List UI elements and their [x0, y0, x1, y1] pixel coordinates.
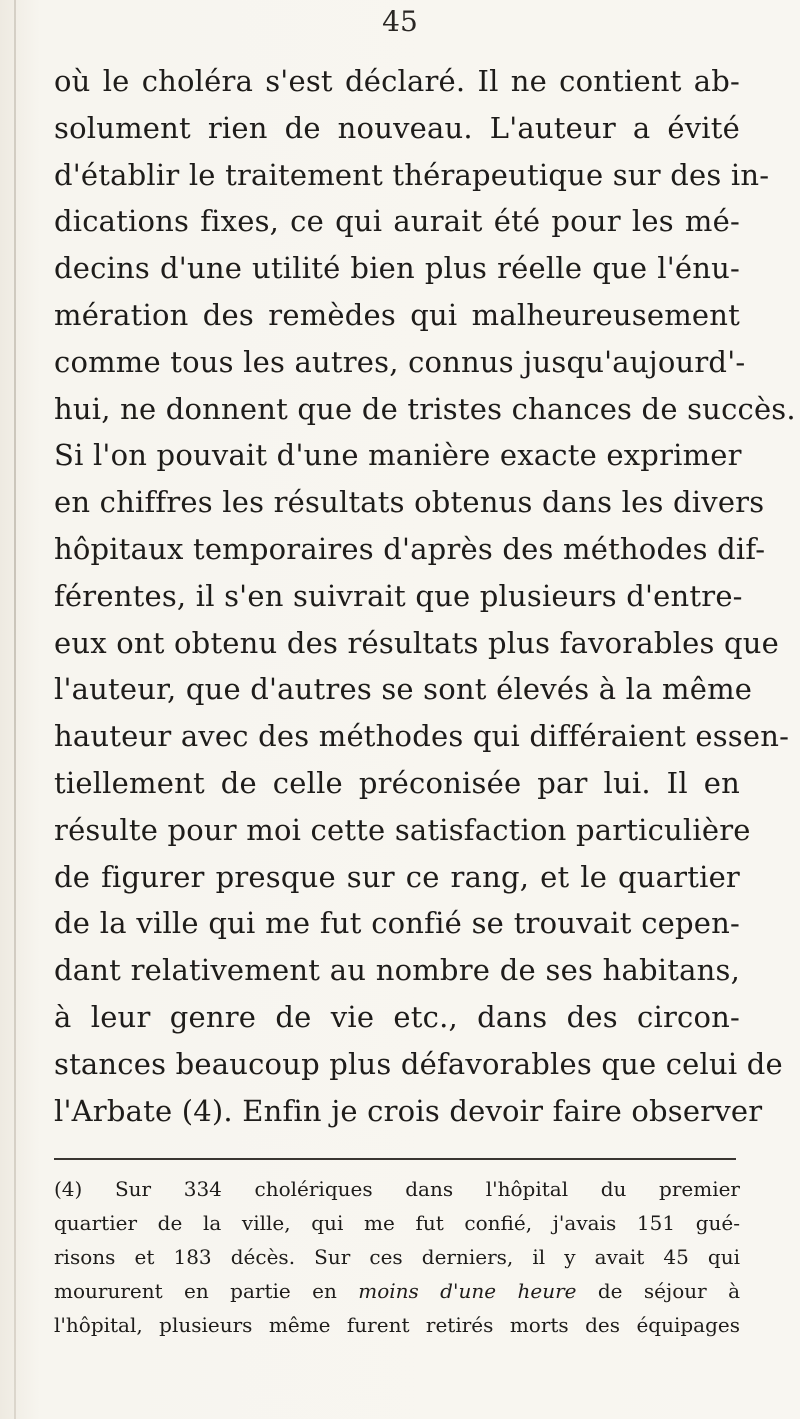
footnote-text: de séjour à — [576, 1279, 741, 1303]
text-line: hui, ne donnent que de tristes chances de succès. — [54, 391, 796, 426]
text-line: en chiffres les résultats obtenus dans les divers — [54, 485, 765, 520]
footnote-line: quartier de la ville, qui me fut confié, j'avais 151 gué- — [54, 1211, 740, 1235]
text-line: tiellement de celle préconisée par lui. Il en — [54, 765, 740, 800]
page-number: 45 — [382, 5, 418, 38]
text-line: dications fixes, ce qui aurait été pour les mé- — [54, 204, 740, 239]
text-line: dant relativement au nombre de ses habitans, — [54, 953, 740, 988]
text-line: l'Arbate (4). Enfin je crois devoir faire observer — [54, 1093, 763, 1128]
text-line: hauteur avec des méthodes qui différaient essen- — [54, 719, 790, 754]
text-line: où le choléra s'est déclaré. Il ne contient ab- — [54, 64, 740, 98]
text-line: stances beaucoup plus défavorables que celui de — [54, 1046, 783, 1081]
footnote-text: moururent en partie en — [54, 1279, 359, 1303]
text-line: de la ville qui me fut confié se trouvait cepen- — [54, 906, 740, 941]
text-line: comme tous les autres, connus jusqu'aujourd'- — [54, 344, 746, 379]
text-line: résulte pour moi cette satisfaction particulière — [54, 812, 751, 847]
text-line: hôpitaux temporaires d'après des méthodes dif- — [54, 531, 766, 566]
footnote-line: (4) Sur 334 cholériques dans l'hôpital du premier — [54, 1177, 740, 1201]
footnote-line — [54, 1274, 740, 1308]
text-line: l'auteur, que d'autres se sont élevés à la même — [54, 672, 753, 707]
footnote — [54, 1172, 740, 1342]
text-line: de figurer presque sur ce rang, et le quartier — [54, 859, 740, 894]
text-line: à leur genre de vie etc., dans des circon- — [54, 999, 740, 1034]
body-text — [54, 58, 796, 1134]
text-line: solument rien de nouveau. L'auteur a évité — [54, 110, 740, 145]
text-line: Si l'on pouvait d'une manière exacte exprimer — [54, 438, 742, 473]
binding-gutter — [14, 0, 16, 1419]
text-line: d'établir le traitement thérapeutique sur des in- — [54, 157, 770, 192]
text-line: eux ont obtenu des résultats plus favorables que — [54, 625, 779, 660]
text-line: decins d'une utilité bien plus réelle que l'énu- — [54, 251, 740, 286]
footnote-line: risons et 183 décès. Sur ces derniers, il y avait 45 qui — [54, 1245, 740, 1269]
text-line: férentes, il s'en suivrait que plusieurs d'entre- — [54, 578, 743, 613]
text-line: mération des remèdes qui malheureusement — [54, 297, 740, 332]
footnote-line: l'hôpital, plusieurs même furent retirés morts des équipages — [54, 1313, 740, 1337]
footnote-italic-text: moins d'une heure — [358, 1279, 577, 1303]
footnote-divider — [54, 1158, 736, 1160]
